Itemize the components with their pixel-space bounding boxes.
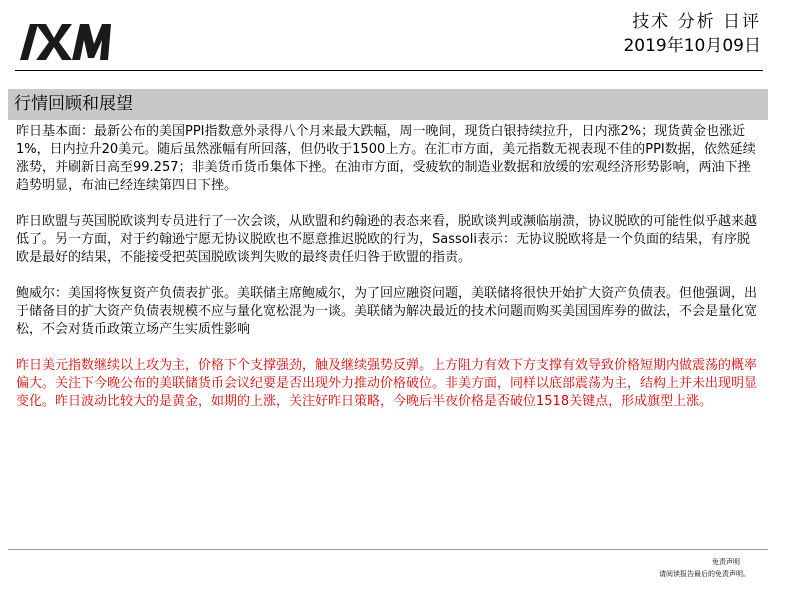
report-header	[623, 10, 761, 58]
footer-divider	[8, 549, 768, 550]
disclaimer-title: 免责声明	[712, 558, 740, 566]
paragraph-powell: 鲍威尔：美国将恢复资产负债表扩张。美联储主席鲍威尔，为了回应融资问题，美联储将很快开始扩大资产负债表。但他强调，出于储备目的扩大资产负债表规模不应与量化宽松混为一谈。美联储为解决最近的技术问题而购买美国国库券的做法，不会是量化宽松，不会对货币政策立场产生实质性影响	[16, 286, 758, 337]
disclaimer-text: 请阅读报告最后的免责声明。	[659, 570, 750, 578]
paragraph-brexit: 昨日欧盟与英国脱欧谈判专员进行了一次会谈，从欧盟和约翰逊的表态来看，脱欧谈判或濒临崩溃，协议脱欧的可能性似乎越来越低了。另一方面，对于约翰逊宁愿无协议脱欧也不愿意推迟脱欧的行为，Sassoli表示：无协议脱欧将是一个负面的结果，有序脱欧是最好的结果，不能接受把英国脱欧谈判失败的最终责任归咎于欧盟的指责。	[16, 214, 758, 265]
section-header-bar	[8, 89, 768, 120]
section-title: 行情回顾和展望	[14, 94, 133, 114]
paragraph-fundamentals: 昨日基本面：最新公布的美国PPI指数意外录得八个月来最大跌幅，周一晚间，现货白银持续拉升，日内涨2%；现货黄金也涨近1%，日内拉升20美元。随后虽然涨幅有所回落，但仍收于1500上方。在汇市方面，美元指数无视表现不佳的PPI数据，依然延续涨势，并刷新日高至99.257；非美货币货币集体下挫。在油市方面，受疲软的制造业数据和放缓的宏观经济形势影响，两油下挫趋势明显，布油已经连续第四日下挫。	[16, 124, 756, 193]
header-divider	[15, 70, 763, 71]
report-date: 2019年10月09日	[623, 36, 761, 56]
paragraph-technical-outlook: 昨日美元指数继续以上攻为主，价格下个支撑强劲，触及继续强势反弹。上方阻力有效下方支撑有效导致价格短期内做震荡的概率偏大。关注下今晚公布的美联储货币会议纪要是否出现外力推动价格破位。非美方面，同样以底部震荡为主，结构上并未出现明显变化。昨日波动比较大的是黄金，如期的上涨，关注好昨日策略，今晚后半夜价格是否破位1518关键点，形成旗型上涨。	[16, 358, 758, 409]
report-type-title: 技术 分析 日评	[632, 12, 761, 32]
report-body	[16, 123, 760, 429]
xm-logo	[16, 20, 116, 64]
